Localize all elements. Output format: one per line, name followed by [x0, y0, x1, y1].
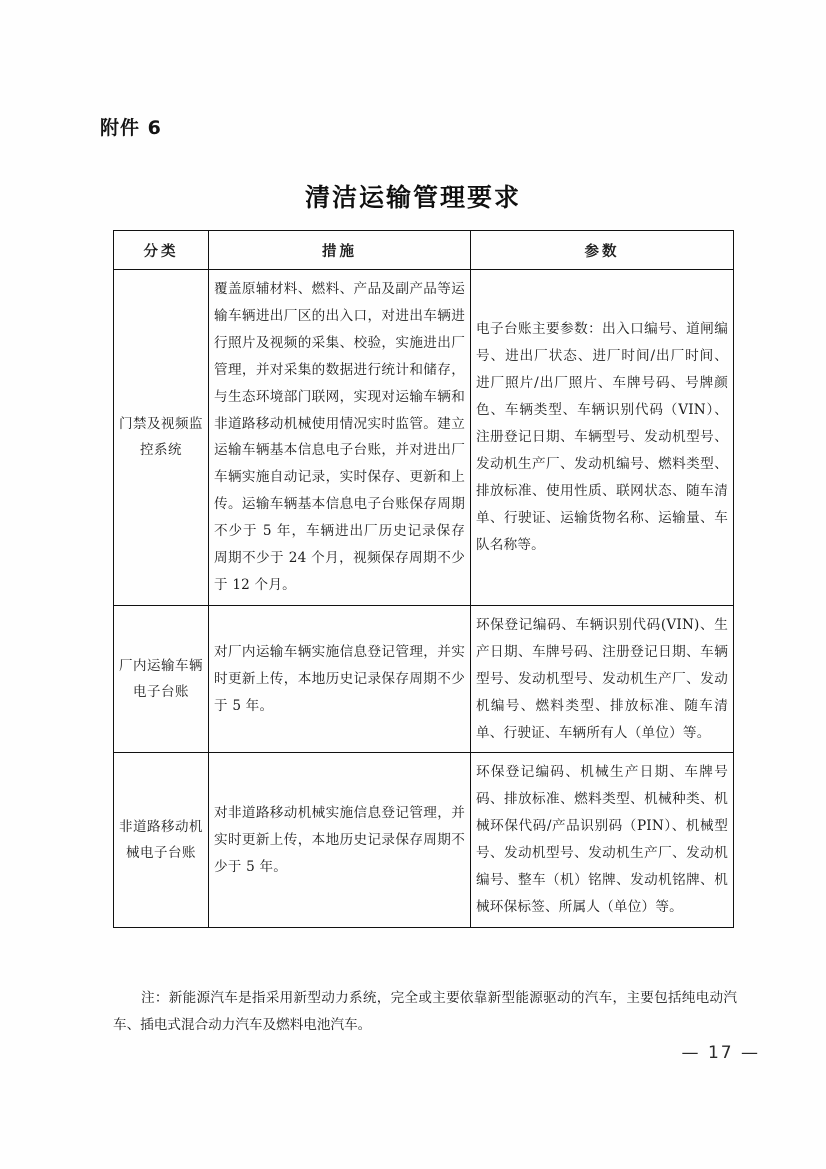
cell-measure: 覆盖原辅材料、燃料、产品及副产品等运输车辆进出厂区的出入口，对进出车辆进行照片及视频的采集、校验，实施进出厂管理，并对采集的数据进行统计和储存，与生态环境部门联网，实现对运输车辆和非道路移动机械使用情况实时监管。建立运输车辆基本信息电子台账，并对进出厂车辆实施自动记录，实时保存、更新和上传。运输车辆基本信息电子台账保存周期不少于 5 年，车辆进出厂历史记录保存周期不少于 24 个月，视频保存周期不少于 12 个月。 — [209, 270, 471, 606]
table-row — [114, 605, 734, 753]
cell-category: 厂内运输车辆电子台账 — [114, 605, 209, 753]
cell-parameter: 电子台账主要参数：出入口编号、道闸编号、进出厂状态、进厂时间/出厂时间、进厂照片/出厂照片、车牌号码、号牌颜色、车辆类型、车辆识别代码（VIN）、注册登记日期、车辆型号、发动机型号、发动机生产厂、发动机编号、燃料类型、排放标准、使用性质、联网状态、随车清单、行驶证、运输货物名称、运输量、车队名称等。 — [471, 270, 734, 606]
column-header-parameter: 参数 — [471, 231, 734, 270]
footnote-line-1: 注：新能源汽车是指采用新型动力系统，完全或主要依靠新型能源驱动的汽车， — [141, 990, 627, 1006]
cell-category: 非道路移动机械电子台账 — [114, 753, 209, 927]
column-header-category: 分类 — [114, 231, 209, 270]
requirements-table — [113, 230, 734, 928]
requirements-table-container — [113, 230, 733, 928]
cell-category: 门禁及视频监控系统 — [114, 270, 209, 606]
cell-measure: 对厂内运输车辆实施信息登记管理，并实时更新上传，本地历史记录保存周期不少于 5 年。 — [209, 605, 471, 753]
cell-measure: 对非道路移动机械实施信息登记管理，并实时更新上传，本地历史记录保存周期不少于 5 年。 — [209, 753, 471, 927]
cell-parameter: 环保登记编码、车辆识别代码(VIN)、生产日期、车牌号码、注册登记日期、车辆型号、发动机型号、发动机生产厂、发动机编号、燃料类型、排放标准、随车清单、行驶证、车辆所有人（单位）等。 — [471, 605, 734, 753]
page-number: — 17 — — [681, 1043, 760, 1063]
table-row — [114, 753, 734, 927]
table-header-row — [114, 231, 734, 270]
attachment-label: 附件 6 — [100, 117, 162, 139]
page-title: 清洁运输管理要求 — [304, 183, 521, 212]
footnote-line-2: 主要包括纯电动汽车、插电式混合动力汽车及燃料电池汽车。 — [113, 990, 738, 1033]
cell-parameter: 环保登记编码、机械生产日期、车牌号码、排放标准、燃料类型、机械种类、机械环保代码/产品识别码（PIN）、机械型号、发动机型号、发动机生产厂、发动机编号、整车（机）铭牌、发动机铭牌、机械环保标签、所属人（单位）等。 — [471, 753, 734, 927]
table-header — [114, 231, 734, 270]
table-body — [114, 270, 734, 928]
column-header-measure: 措施 — [209, 231, 471, 270]
footnote — [113, 985, 737, 1038]
table-row — [114, 270, 734, 606]
